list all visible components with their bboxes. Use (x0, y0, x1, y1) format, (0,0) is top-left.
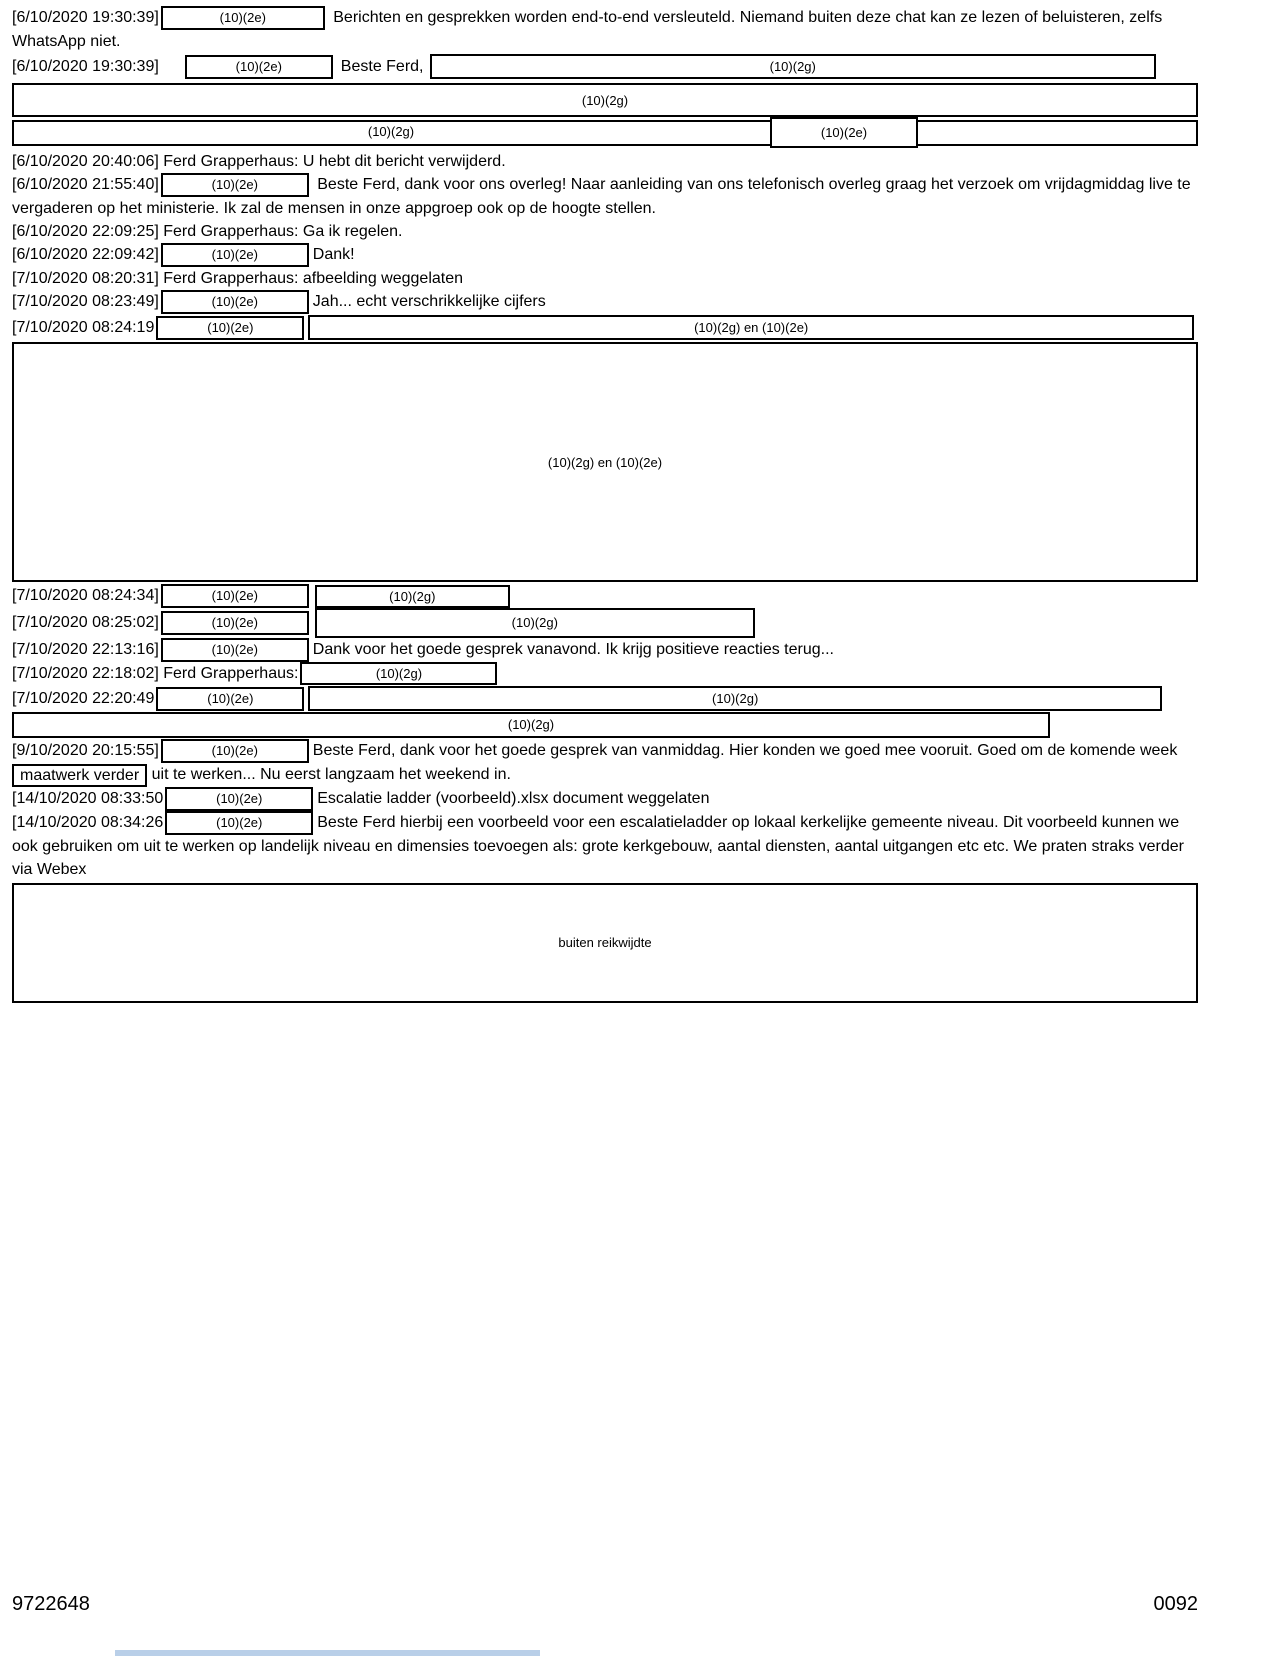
redaction-label: buiten reikwijdte (558, 935, 652, 951)
message-text: Beste Ferd, dank voor het goede gesprek van vanmiddag. Hier konden we goed mee vooruit. Goed om de komende week (312, 742, 1178, 760)
redaction-label: (10)(2g) (367, 124, 415, 139)
redaction-area (12, 883, 1198, 1003)
message-text: Beste Ferd, (340, 58, 424, 75)
chat-line (12, 638, 1198, 662)
message-text: uit te werken... Nu eerst langzaam het weekend in. (151, 766, 511, 784)
chat-line (12, 220, 1198, 243)
message-text: Ferd Grapperhaus: afbeelding weggelaten (163, 270, 464, 287)
redaction-box-2e: (10)(2e) (161, 290, 309, 314)
redaction-box-2g: (10)(2g) (12, 712, 1050, 738)
redaction-row (12, 117, 1198, 148)
redaction-label: (10)(2g) (581, 92, 629, 108)
chat-line (12, 267, 1198, 290)
redaction-box-2e: (10)(2e) (156, 316, 304, 340)
document-page (12, 6, 1198, 1003)
redaction-box-2e: (10)(2e) (161, 173, 309, 197)
redaction-box-2g: (10)(2g) (300, 662, 497, 685)
chat-line (12, 243, 1198, 267)
timestamp: [14/10/2020 08:33:50 (12, 789, 164, 807)
redaction-box-2g: (10)(2g) (430, 54, 1157, 79)
message-text: Ferd Grapperhaus: Ga ik regelen. (163, 223, 403, 240)
redaction-label: (10)(2g) en (10)(2e) (547, 454, 663, 470)
redaction-area (12, 342, 1198, 582)
redaction-box-2e: (10)(2e) (185, 55, 333, 79)
chat-line (12, 787, 1198, 811)
redaction-box-2e: (10)(2e) (161, 243, 309, 267)
chat-line (12, 290, 1198, 314)
timestamp: [14/10/2020 08:34:26 (12, 813, 164, 831)
timestamp: [7/10/2020 08:25:02] (12, 614, 159, 632)
chat-line (12, 686, 1198, 711)
redaction-box-2e: (10)(2e) (161, 638, 309, 662)
message-text: Beste Ferd hierbij een voorbeeld voor een escalatieladder op lokaal kerkelijke gemeente niveau. Dit voorbeeld kunnen we ook gebruiken om uit te werken op landelijk niveau en dimensies toevoegen als: grote kerkgebouw, aantal diensten, aantal uitgangen etc etc. We praten straks verder via Webex (12, 813, 1184, 878)
chat-line (12, 811, 1198, 881)
timestamp: [6/10/2020 21:55:40] (12, 176, 159, 194)
redaction-box-2g (12, 83, 1198, 117)
scan-artifact (115, 1650, 540, 1656)
redaction-box-2e: (10)(2e) (161, 611, 309, 635)
redaction-box-2e: (10)(2e) (165, 787, 313, 811)
message-text: Jah... echt verschrikkelijke cijfers (312, 293, 546, 311)
timestamp: [7/10/2020 08:24:34] (12, 587, 159, 605)
timestamp: [7/10/2020 22:13:16] (12, 641, 159, 659)
message-text: Ferd Grapperhaus: U hebt dit bericht verwijderd. (163, 153, 506, 170)
timestamp: [6/10/2020 19:30:39] (12, 9, 159, 27)
timestamp: [7/10/2020 08:24:19 (12, 319, 155, 336)
chat-line (12, 54, 1198, 79)
chat-line (12, 662, 1198, 685)
page-number: 0092 (1153, 1593, 1198, 1615)
timestamp: [9/10/2020 20:15:55] (12, 742, 159, 760)
sender-name: Ferd Grapperhaus: (163, 665, 299, 682)
message-text: Beste Ferd, dank voor ons overleg! Naar aanleiding van ons telefonisch overleg graag het verzoek om vrijdagmiddag live te vergaderen op het ministerie. Ik zal de mensen in onze appgroep ook op de hoogte stellen. (12, 176, 1191, 217)
message-text: Dank! (312, 246, 355, 264)
redaction-box-2e: (10)(2e) (161, 584, 309, 608)
chat-line (12, 739, 1198, 786)
redaction-box-2e: (10)(2e) (161, 739, 309, 763)
chat-line (12, 6, 1198, 53)
redaction-box-2g: (10)(2g) (315, 585, 510, 608)
message-text: Escalatie ladder (voorbeeld).xlsx document weggelaten (317, 789, 710, 807)
redaction-box-2e: (10)(2e) (156, 687, 304, 711)
timestamp: [6/10/2020 22:09:42] (12, 246, 159, 264)
timestamp: [7/10/2020 22:18:02] (12, 665, 159, 682)
redaction-box-2e: (10)(2e) (161, 6, 325, 30)
doc-number: 9722648 (12, 1593, 90, 1615)
timestamp: [6/10/2020 19:30:39] (12, 58, 159, 75)
redaction-box-2e: (10)(2e) (165, 811, 313, 835)
redaction-box-2g: (10)(2g) (315, 608, 755, 638)
chat-line (12, 173, 1198, 220)
message-text: Dank voor het goede gesprek vanavond. Ik krijg positieve reacties terug... (312, 641, 834, 659)
timestamp: [7/10/2020 08:23:49] (12, 293, 159, 311)
redaction-box-2g: (10)(2g) en (10)(2e) (308, 315, 1194, 340)
timestamp: [6/10/2020 22:09:25] (12, 223, 159, 240)
redaction-box-2e: (10)(2e) (770, 117, 918, 148)
chat-line (12, 584, 1198, 608)
chat-line (12, 315, 1198, 340)
timestamp: [7/10/2020 08:20:31] (12, 270, 159, 287)
page-footer (12, 1592, 1198, 1616)
timestamp: [6/10/2020 20:40:06] (12, 153, 159, 170)
chat-line (12, 608, 1198, 638)
redaction-box-2g: (10)(2g) (308, 686, 1162, 711)
message-text: Berichten en gesprekken worden end-to-end versleuteld. Niemand buiten deze chat kan ze lezen of beluisteren, zelfs WhatsApp niet. (12, 9, 1163, 50)
chat-line (12, 150, 1198, 173)
timestamp: [7/10/2020 22:20:49 (12, 690, 155, 708)
boxed-phrase: maatwerk verder (12, 764, 147, 787)
